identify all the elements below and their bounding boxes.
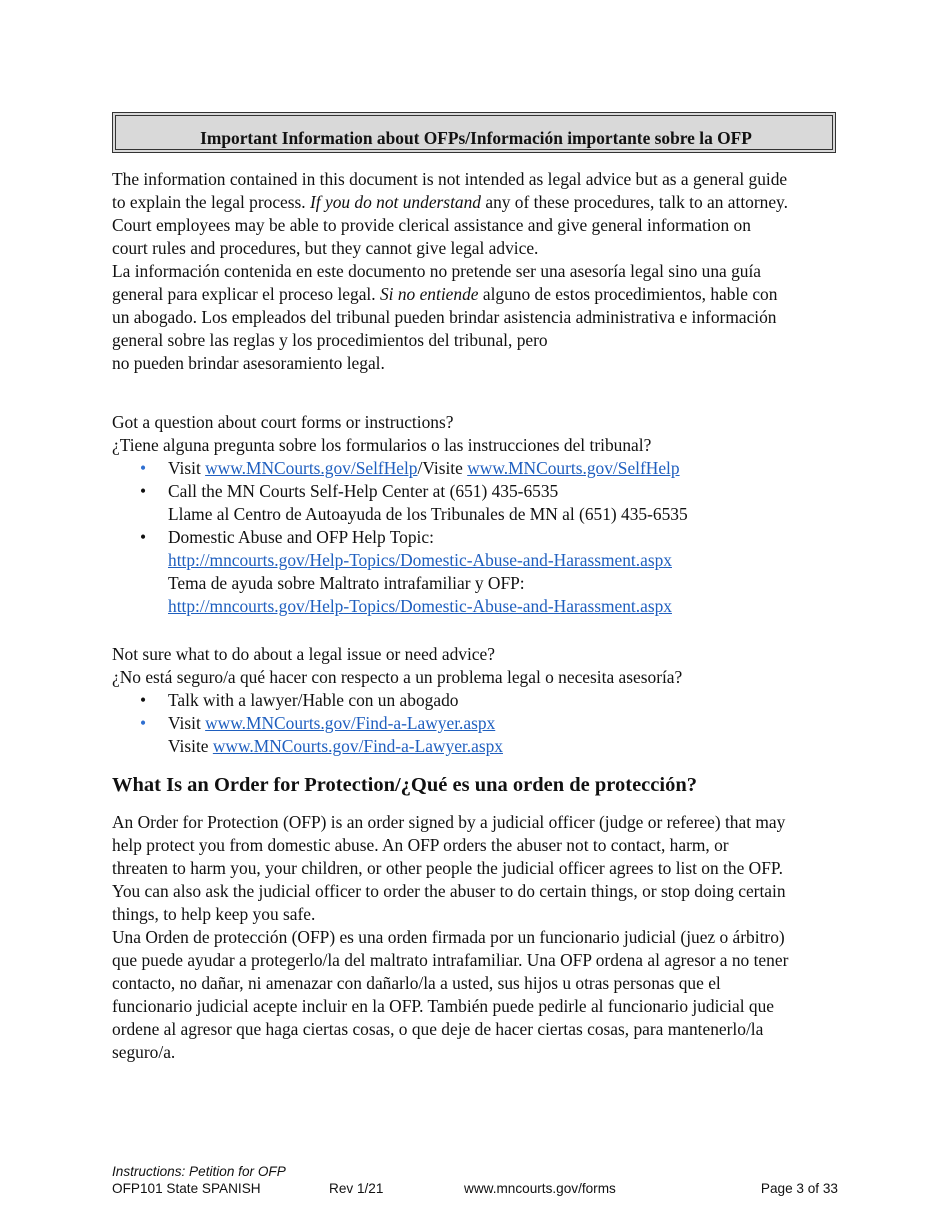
call-center-en: Call the MN Courts Self-Help Center at (651) 435-6535 <box>168 481 559 501</box>
page-footer <box>112 1163 840 1197</box>
bullet-icon: • <box>140 458 147 478</box>
intro-es-line-5: no pueden brindar asesoramiento legal. <box>112 353 385 373</box>
bullet-icon: • <box>140 713 147 733</box>
intro-es-line-1: La información contenida en este documento no pretende ser una asesoría legal sino una guía <box>112 261 762 281</box>
italic-span: If you do not understand <box>310 192 481 212</box>
text-span: any of these procedures, talk to an attorney. <box>481 192 788 212</box>
ofp-en-line-3: threaten to harm you, your children, or other people the judicial officer agrees to list on the OFP. <box>112 858 783 878</box>
footer-rev: Rev 1/21 <box>329 1181 384 1196</box>
ofp-en-line-2: help protect you from domestic abuse. An OFP orders the abuser not to contact, harm, or <box>112 835 729 855</box>
text-span: to explain the legal process. <box>112 192 310 212</box>
intro-en-line-1: The information contained in this document is not intended as legal advice but as a general guide <box>112 169 788 189</box>
ofp-es-line-3: contacto, no dañar, ni amenazar con dañarlo/la a usted, sus hijos u otras personas que el <box>112 973 721 993</box>
bullet-icon: • <box>140 690 147 710</box>
ofp-en-line-4: You can also ask the judicial officer to order the abuser to do certain things, or stop doing certain <box>112 881 786 901</box>
footer-title: Instructions: Petition for OFP <box>112 1164 286 1179</box>
footer-meta-row <box>112 1180 840 1197</box>
bullet-find-lawyer <box>112 712 840 758</box>
text-span: alguno de estos procedimientos, hable con <box>478 284 778 304</box>
intro-en-line-2 <box>112 191 840 214</box>
selfhelp-link-es[interactable]: www.MNCourts.gov/SelfHelp <box>467 458 680 478</box>
ofp-es-line-1: Una Orden de protección (OFP) es una orden firmada por un funcionario judicial (juez o árbitro) <box>112 927 785 947</box>
ofp-paragraph <box>112 811 840 1064</box>
footer-url: www.mncourts.gov/forms <box>464 1181 616 1196</box>
bullet-visit-selfhelp <box>112 457 840 480</box>
header-title: Important Information about OFPs/Información importante sobre la OFP <box>200 128 752 148</box>
legal-help-section <box>112 643 840 758</box>
call-center-es: Llame al Centro de Autoayuda de los Tribunales de MN al (651) 435-6535 <box>168 504 688 524</box>
forms-question-es: ¿Tiene alguna pregunta sobre los formularios o las instrucciones del tribunal? <box>112 435 652 455</box>
intro-en-line-3: Court employees may be able to provide clerical assistance and give general information on <box>112 215 751 235</box>
help-topic-link[interactable]: http://mncourts.gov/Help-Topics/Domestic-Abuse-and-Harassment.aspx <box>168 550 672 570</box>
ofp-heading: What Is an Order for Protection/¿Qué es una orden de protección? <box>112 774 697 796</box>
bullet-icon: • <box>140 481 147 501</box>
forms-help-section <box>112 411 840 618</box>
ofp-es-line-5: ordene al agresor que haga ciertas cosas, o que deje de hacer ciertas cosas, para mantenerlo/la <box>112 1019 764 1039</box>
intro-paragraph <box>112 168 840 375</box>
ofp-en-line-1: An Order for Protection (OFP) is an order signed by a judicial officer (judge or referee) that may <box>112 812 786 832</box>
find-lawyer-link[interactable]: www.MNCourts.gov/Find-a-Lawyer.aspx <box>205 713 496 733</box>
text-span: general para explicar el proceso legal. <box>112 284 380 304</box>
intro-en-line-4: court rules and procedures, but they cannot give legal advice. <box>112 238 539 258</box>
forms-question-en: Got a question about court forms or instructions? <box>112 412 454 432</box>
text-span: Visite <box>168 736 213 756</box>
ofp-es-line-4: funcionario judicial acepte incluir en la OFP. También puede pedirle al funcionario judicial que <box>112 996 774 1016</box>
bullet-help-topic <box>112 526 840 618</box>
bullet-call-center <box>112 480 840 526</box>
intro-es-line-3: un abogado. Los empleados del tribunal pueden brindar asistencia administrativa e información <box>112 307 777 327</box>
italic-span: Si no entiende <box>379 284 479 304</box>
selfhelp-link[interactable]: www.MNCourts.gov/SelfHelp <box>205 458 418 478</box>
footer-form-id: OFP101 State SPANISH <box>112 1181 261 1196</box>
bullet-talk-lawyer <box>112 689 840 712</box>
help-topic-es: Tema de ayuda sobre Maltrato intrafamiliar y OFP: <box>168 573 525 593</box>
talk-lawyer-text: Talk with a lawyer/Hable con un abogado <box>168 690 459 710</box>
ofp-es-line-2: que puede ayudar a protegerlo/la del maltrato intrafamiliar. Una OFP ordena al agresor a no tener <box>112 950 789 970</box>
intro-es-line-2 <box>112 283 840 306</box>
text-span: Visit <box>168 458 206 478</box>
intro-es-line-4: general sobre las reglas y los procedimientos del tribunal, pero <box>112 330 548 350</box>
find-lawyer-link-es[interactable]: www.MNCourts.gov/Find-a-Lawyer.aspx <box>212 736 503 756</box>
footer-page-number: Page 3 of 33 <box>760 1181 838 1196</box>
text-span: /Visite <box>417 458 468 478</box>
ofp-es-line-6: seguro/a. <box>112 1042 176 1062</box>
legal-question-en: Not sure what to do about a legal issue or need advice? <box>112 644 495 664</box>
legal-question-es: ¿No está seguro/a qué hacer con respecto a un problema legal o necesita asesoría? <box>112 667 683 687</box>
help-topic-en: Domestic Abuse and OFP Help Topic: <box>168 527 434 547</box>
ofp-en-line-5: things, to help keep you safe. <box>112 904 316 924</box>
text-span: Visit <box>168 713 206 733</box>
bullet-icon: • <box>140 527 147 547</box>
help-topic-link-es[interactable]: http://mncourts.gov/Help-Topics/Domestic-Abuse-and-Harassment.aspx <box>168 596 672 616</box>
